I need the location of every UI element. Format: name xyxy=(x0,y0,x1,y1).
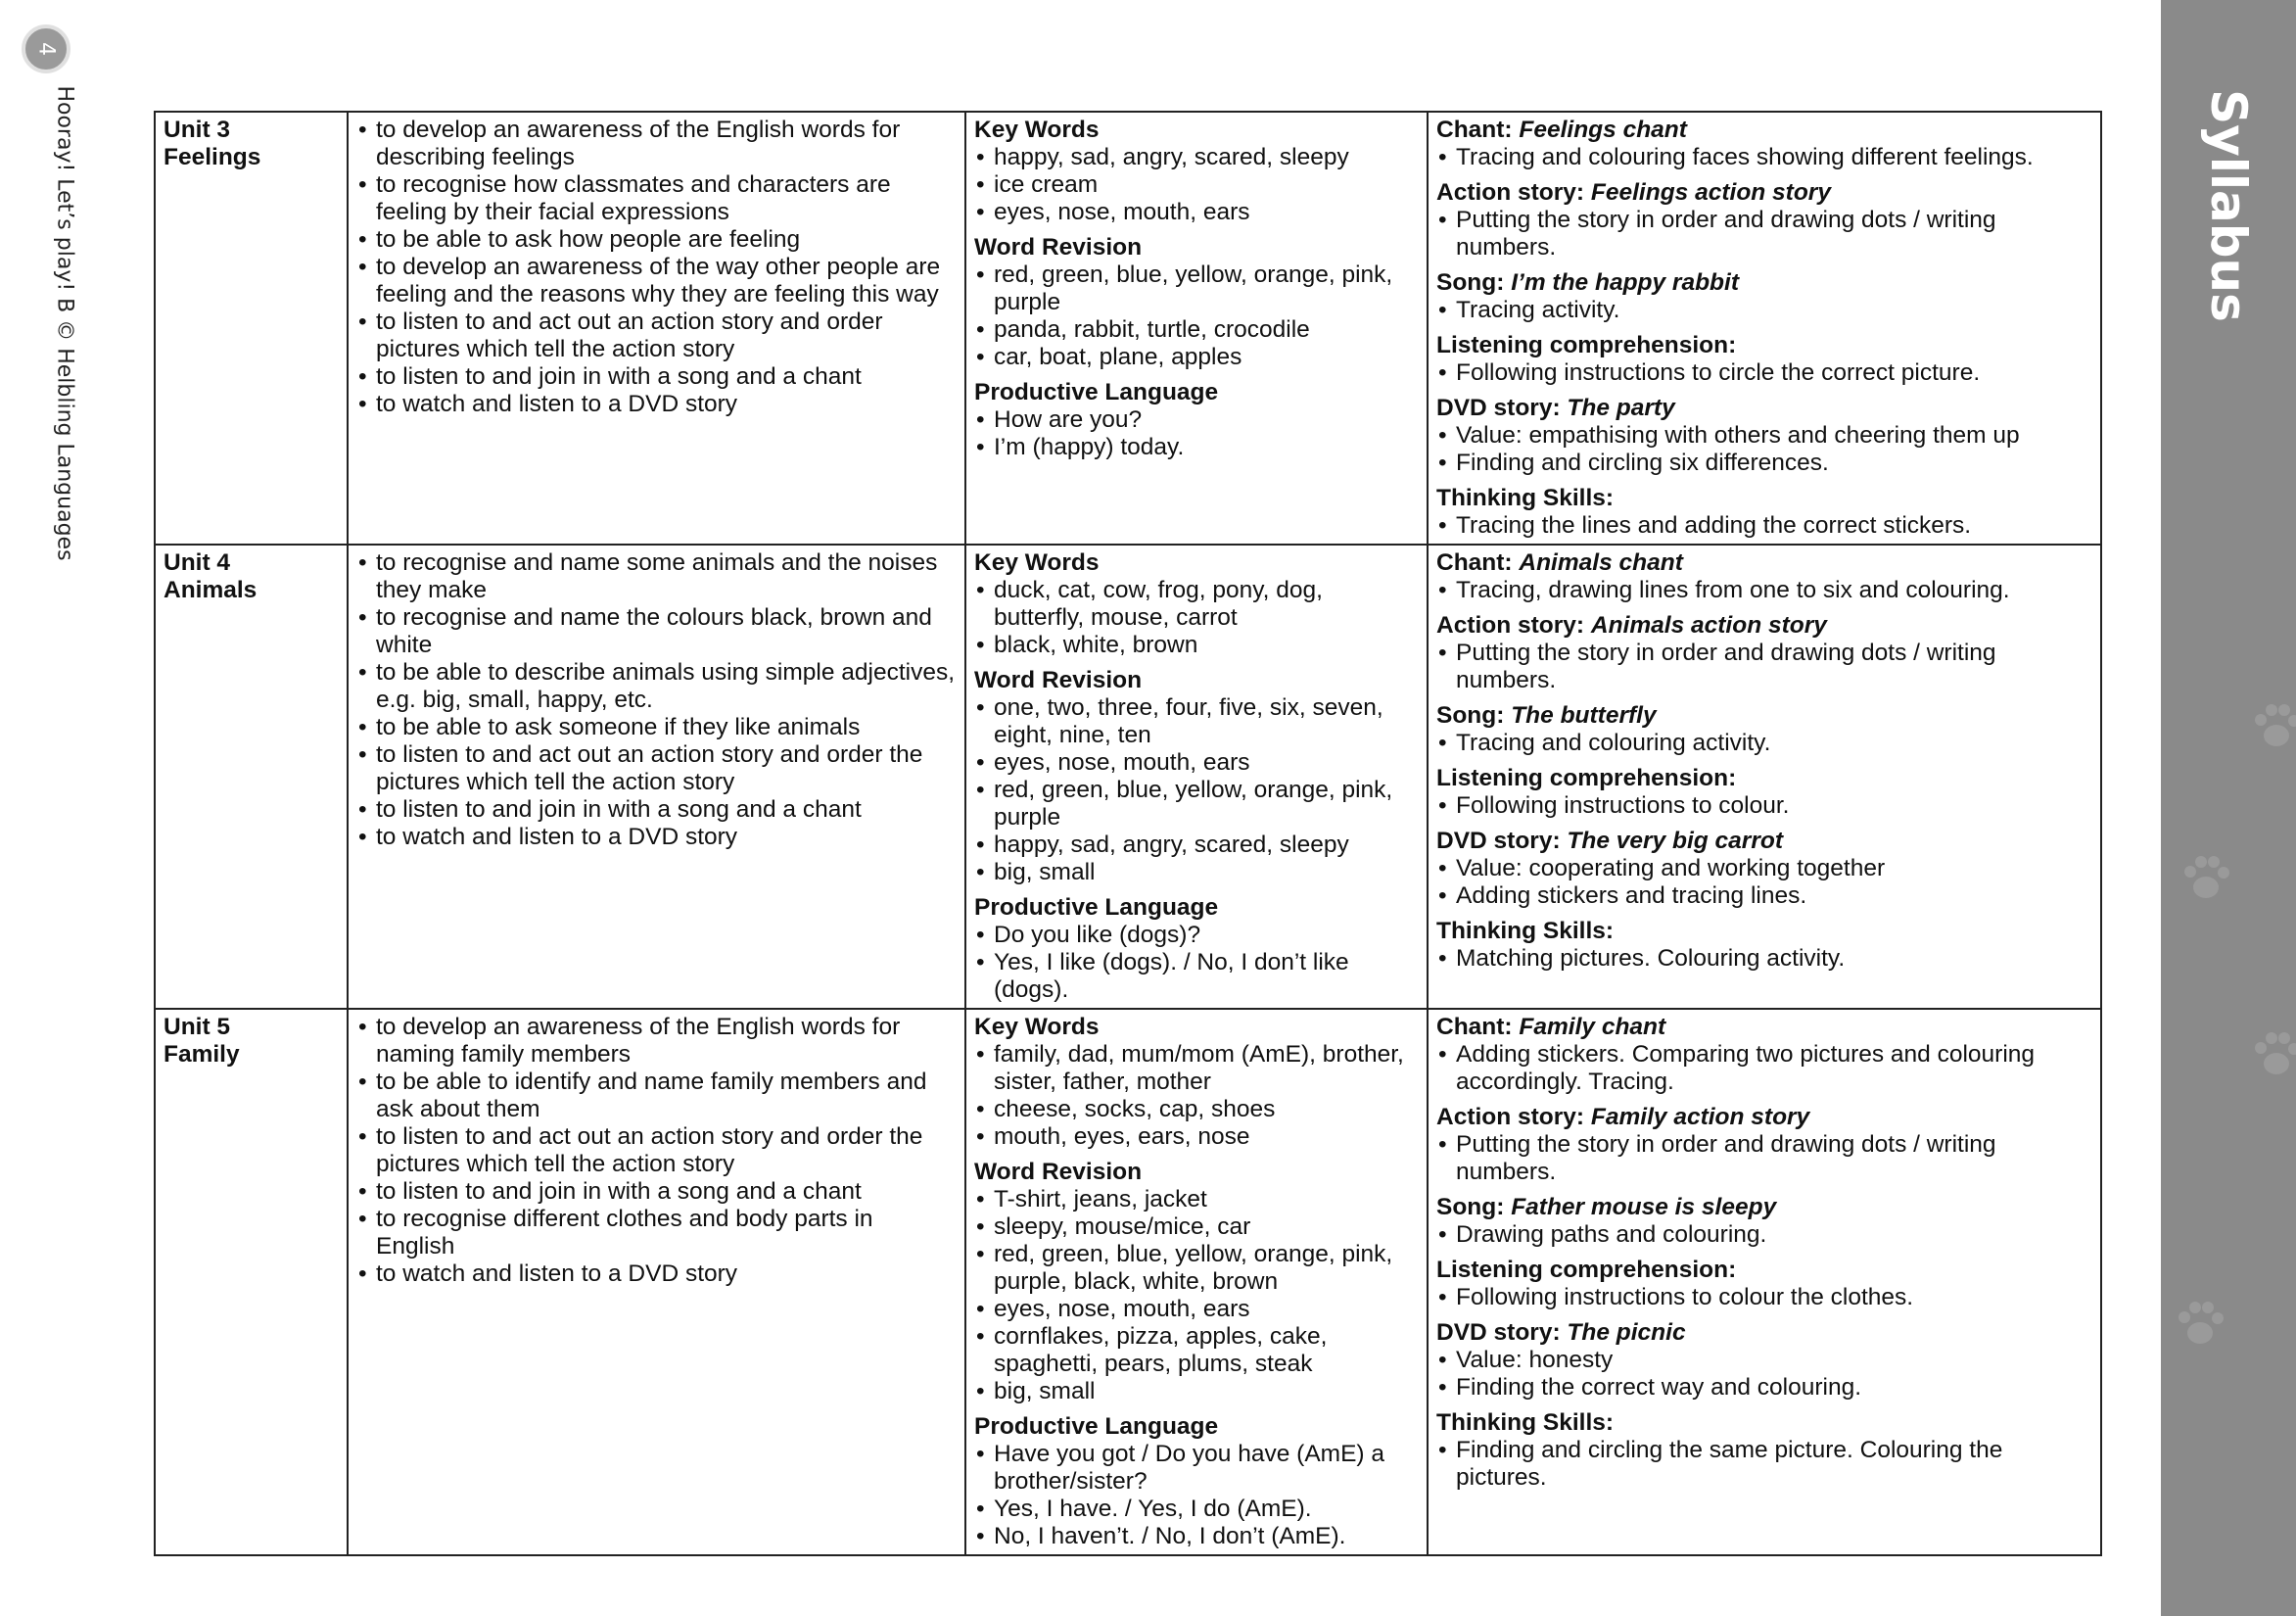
activity-list xyxy=(1436,1041,2092,1096)
activity-item: • Putting the story in order and drawing dots / writing numbers. xyxy=(1436,640,2092,694)
activity-item: • Value: cooperating and working together xyxy=(1436,855,2092,882)
language-heading: Word Revision xyxy=(974,234,1143,261)
language-list xyxy=(974,577,1419,659)
language-item: • family, dad, mum/mom (AmE), brother, sister, father, mother xyxy=(974,1041,1419,1096)
activity-title: The very big carrot xyxy=(1567,828,1783,854)
language-heading: Key Words xyxy=(974,549,1100,576)
language-item: • cheese, socks, cap, shoes xyxy=(974,1096,1419,1123)
objective-item: • to develop an awareness of the English words for describing feelings xyxy=(356,117,957,171)
activity-item: • Tracing activity. xyxy=(1436,297,2092,324)
activity-label: Listening comprehension: xyxy=(1436,1257,1737,1283)
language-item: • big, small xyxy=(974,859,1419,886)
activity-item: • Value: empathising with others and cheering them up xyxy=(1436,422,2092,450)
activity-list xyxy=(1436,730,2092,757)
objective-item: • to listen to and join in with a song and a chant xyxy=(356,796,957,824)
activity-heading xyxy=(1436,179,2092,207)
language-item: • eyes, nose, mouth, ears xyxy=(974,749,1419,777)
unit-row xyxy=(155,545,2101,1009)
activity-label: Song: xyxy=(1436,702,1505,729)
activity-list xyxy=(1436,297,2092,324)
activity-label: Chant: xyxy=(1436,1014,1513,1040)
activity-heading xyxy=(1436,332,2092,359)
activity-list xyxy=(1436,422,2092,477)
objective-item: • to be able to ask someone if they like animals xyxy=(356,714,957,741)
activity-list xyxy=(1436,1131,2092,1186)
language-heading: Word Revision xyxy=(974,667,1143,693)
activity-title: The butterfly xyxy=(1511,702,1657,729)
language-list xyxy=(974,261,1419,371)
objectives-list xyxy=(356,117,957,418)
activity-title: Family action story xyxy=(1590,1104,1810,1130)
activity-heading xyxy=(1436,765,2092,792)
activity-item: • Tracing the lines and adding the correct stickers. xyxy=(1436,512,2092,540)
activity-list xyxy=(1436,359,2092,387)
objective-item: • to develop an awareness of the English words for naming family members xyxy=(356,1014,957,1069)
objective-item: • to watch and listen to a DVD story xyxy=(356,391,957,418)
activity-title: I’m the happy rabbit xyxy=(1511,269,1739,296)
paw-print-icon xyxy=(2176,1298,2225,1352)
activity-label: DVD story: xyxy=(1436,828,1561,854)
language-heading: Key Words xyxy=(974,1014,1100,1040)
activity-list xyxy=(1436,1221,2092,1249)
syllabus-table xyxy=(154,111,2102,1556)
activity-title: Family chant xyxy=(1519,1014,1666,1040)
language-list xyxy=(974,694,1419,886)
activity-item: • Finding and circling six differences. xyxy=(1436,450,2092,477)
activity-heading xyxy=(1436,395,2092,422)
activity-label: Listening comprehension: xyxy=(1436,765,1737,791)
language-item: • red, green, blue, yellow, orange, pink, purple xyxy=(974,261,1419,316)
language-item: • happy, sad, angry, scared, sleepy xyxy=(974,832,1419,859)
activity-label: Listening comprehension: xyxy=(1436,332,1737,358)
activity-heading xyxy=(1436,1257,2092,1284)
unit-title: Feelings xyxy=(164,144,261,170)
activity-title: Feelings action story xyxy=(1590,179,1831,206)
language-item: • ice cream xyxy=(974,171,1419,199)
activity-item: • Adding stickers and tracing lines. xyxy=(1436,882,2092,910)
language-cell xyxy=(965,1009,1428,1555)
activity-title: Animals chant xyxy=(1519,549,1683,576)
language-list xyxy=(974,922,1419,1004)
activity-item: • Tracing, drawing lines from one to six and colouring. xyxy=(1436,577,2092,604)
objectives-cell xyxy=(348,545,965,1009)
activity-heading xyxy=(1436,918,2092,945)
unit-cell xyxy=(155,112,348,545)
activity-item: • Finding and circling the same picture. Colouring the pictures. xyxy=(1436,1437,2092,1492)
activities-cell xyxy=(1428,112,2101,545)
language-list xyxy=(974,1041,1419,1151)
activity-heading xyxy=(1436,612,2092,640)
activity-heading xyxy=(1436,702,2092,730)
language-heading: Word Revision xyxy=(974,1159,1143,1185)
objective-item: • to be able to ask how people are feeling xyxy=(356,226,957,254)
language-heading: Productive Language xyxy=(974,894,1219,921)
activity-label: Action story: xyxy=(1436,612,1585,639)
activity-label: Action story: xyxy=(1436,1104,1585,1130)
activity-title: Animals action story xyxy=(1590,612,1827,639)
objective-item: • to be able to describe animals using simple adjectives, e.g. big, small, happy, etc. xyxy=(356,659,957,714)
activity-heading xyxy=(1436,1409,2092,1437)
unit-cell xyxy=(155,1009,348,1555)
language-list xyxy=(974,406,1419,461)
syllabus-body xyxy=(155,112,2101,1555)
unit-title: Animals xyxy=(164,577,258,603)
language-item: • eyes, nose, mouth, ears xyxy=(974,1296,1419,1323)
objectives-cell xyxy=(348,112,965,545)
language-item: • black, white, brown xyxy=(974,632,1419,659)
paw-print-icon xyxy=(2252,1028,2296,1082)
language-item: • sleepy, mouse/mice, car xyxy=(974,1213,1419,1241)
unit-row xyxy=(155,1009,2101,1555)
language-list xyxy=(974,144,1419,226)
activity-item: • Tracing and colouring faces showing different feelings. xyxy=(1436,144,2092,171)
language-item: • Do you like (dogs)? xyxy=(974,922,1419,949)
activity-list xyxy=(1436,512,2092,540)
objectives-cell xyxy=(348,1009,965,1555)
activity-heading xyxy=(1436,1319,2092,1347)
activity-heading xyxy=(1436,1014,2092,1041)
activity-title: Father mouse is sleepy xyxy=(1511,1194,1777,1220)
activity-item: • Value: honesty xyxy=(1436,1347,2092,1374)
language-item: • Yes, I have. / Yes, I do (AmE). xyxy=(974,1496,1419,1523)
activity-heading xyxy=(1436,485,2092,512)
activity-label: Song: xyxy=(1436,1194,1505,1220)
activity-label: Thinking Skills: xyxy=(1436,1409,1615,1436)
unit-title: Family xyxy=(164,1041,240,1068)
objective-item: • to develop an awareness of the way other people are feeling and the reasons why they are feeling this way xyxy=(356,254,957,309)
activity-title: The party xyxy=(1567,395,1675,421)
language-item: • T-shirt, jeans, jacket xyxy=(974,1186,1419,1213)
language-heading: Productive Language xyxy=(974,1413,1219,1440)
activity-label: Thinking Skills: xyxy=(1436,485,1615,511)
activity-label: Chant: xyxy=(1436,117,1513,143)
objective-item: • to listen to and act out an action story and order pictures which tell the action story xyxy=(356,309,957,363)
activity-item: • Putting the story in order and drawing dots / writing numbers. xyxy=(1436,1131,2092,1186)
activity-list xyxy=(1436,1347,2092,1402)
activity-heading xyxy=(1436,117,2092,144)
activity-item: • Following instructions to colour. xyxy=(1436,792,2092,820)
side-title: Syllabus xyxy=(2200,89,2257,322)
running-head: Hooray! Let’s play! B © Helbling Languages xyxy=(52,85,77,561)
objective-item: • to recognise different clothes and body parts in English xyxy=(356,1206,957,1260)
language-item: • Have you got / Do you have (AmE) a brother/sister? xyxy=(974,1441,1419,1496)
activity-list xyxy=(1436,577,2092,604)
paw-print-icon xyxy=(2252,700,2296,754)
objective-item: • to recognise and name the colours black, brown and white xyxy=(356,604,957,659)
activity-item: • Adding stickers. Comparing two pictures and colouring accordingly. Tracing. xyxy=(1436,1041,2092,1096)
language-item: • panda, rabbit, turtle, crocodile xyxy=(974,316,1419,344)
activity-heading xyxy=(1436,828,2092,855)
activity-label: DVD story: xyxy=(1436,395,1561,421)
language-item: • one, two, three, four, five, six, seven, eight, nine, ten xyxy=(974,694,1419,749)
objective-item: • to recognise how classmates and characters are feeling by their facial expressions xyxy=(356,171,957,226)
objective-item: • to listen to and join in with a song and a chant xyxy=(356,363,957,391)
language-cell xyxy=(965,112,1428,545)
activity-item: • Following instructions to colour the clothes. xyxy=(1436,1284,2092,1311)
activity-label: Chant: xyxy=(1436,549,1513,576)
activity-heading xyxy=(1436,549,2092,577)
language-item: • I’m (happy) today. xyxy=(974,434,1419,461)
objective-item: • to listen to and join in with a song and a chant xyxy=(356,1178,957,1206)
activity-heading xyxy=(1436,1194,2092,1221)
language-item: • No, I haven’t. / No, I don’t (AmE). xyxy=(974,1523,1419,1550)
unit-cell xyxy=(155,545,348,1009)
activity-list xyxy=(1436,207,2092,261)
language-item: • How are you? xyxy=(974,406,1419,434)
language-item: • car, boat, plane, apples xyxy=(974,344,1419,371)
objective-item: • to watch and listen to a DVD story xyxy=(356,824,957,851)
language-item: • duck, cat, cow, frog, pony, dog, butterfly, mouse, carrot xyxy=(974,577,1419,632)
activity-item: • Putting the story in order and drawing dots / writing numbers. xyxy=(1436,207,2092,261)
unit-title: Unit 3 xyxy=(164,117,231,143)
language-list xyxy=(974,1441,1419,1550)
objective-item: • to recognise and name some animals and the noises they make xyxy=(356,549,957,604)
language-item: • big, small xyxy=(974,1378,1419,1405)
activity-label: Song: xyxy=(1436,269,1505,296)
activity-item: • Following instructions to circle the correct picture. xyxy=(1436,359,2092,387)
language-item: • mouth, eyes, ears, nose xyxy=(974,1123,1419,1151)
objectives-list xyxy=(356,1014,957,1288)
unit-title: Unit 5 xyxy=(164,1014,231,1040)
activity-heading xyxy=(1436,1104,2092,1131)
language-list xyxy=(974,1186,1419,1405)
language-heading: Key Words xyxy=(974,117,1100,143)
activity-label: DVD story: xyxy=(1436,1319,1561,1346)
objective-item: • to watch and listen to a DVD story xyxy=(356,1260,957,1288)
objectives-list xyxy=(356,549,957,851)
activities-cell xyxy=(1428,1009,2101,1555)
language-item: • happy, sad, angry, scared, sleepy xyxy=(974,144,1419,171)
page-number-badge xyxy=(22,24,70,73)
language-item: • red, green, blue, yellow, orange, pink, purple, black, white, brown xyxy=(974,1241,1419,1296)
activity-list xyxy=(1436,855,2092,910)
activity-list xyxy=(1436,1284,2092,1311)
activity-list xyxy=(1436,1437,2092,1492)
activities-cell xyxy=(1428,545,2101,1009)
activity-list xyxy=(1436,640,2092,694)
page-number: 4 xyxy=(33,42,59,56)
activity-title: The picnic xyxy=(1567,1319,1686,1346)
unit-row xyxy=(155,112,2101,545)
activity-list xyxy=(1436,144,2092,171)
unit-title: Unit 4 xyxy=(164,549,231,576)
activity-list xyxy=(1436,945,2092,973)
language-item: • red, green, blue, yellow, orange, pink, purple xyxy=(974,777,1419,832)
language-item: • eyes, nose, mouth, ears xyxy=(974,199,1419,226)
activity-item: • Matching pictures. Colouring activity. xyxy=(1436,945,2092,973)
language-heading: Productive Language xyxy=(974,379,1219,405)
activity-item: • Finding the correct way and colouring. xyxy=(1436,1374,2092,1402)
objective-item: • to listen to and act out an action story and order the pictures which tell the action story xyxy=(356,741,957,796)
activity-heading xyxy=(1436,269,2092,297)
language-cell xyxy=(965,545,1428,1009)
objective-item: • to be able to identify and name family members and ask about them xyxy=(356,1069,957,1123)
activity-list xyxy=(1436,792,2092,820)
activity-title: Feelings chant xyxy=(1519,117,1687,143)
objective-item: • to listen to and act out an action story and order the pictures which tell the action story xyxy=(356,1123,957,1178)
paw-print-icon xyxy=(2181,852,2230,906)
activity-label: Thinking Skills: xyxy=(1436,918,1615,944)
activity-item: • Tracing and colouring activity. xyxy=(1436,730,2092,757)
activity-item: • Drawing paths and colouring. xyxy=(1436,1221,2092,1249)
language-item: • Yes, I like (dogs). / No, I don’t like (dogs). xyxy=(974,949,1419,1004)
activity-label: Action story: xyxy=(1436,179,1585,206)
language-item: • cornflakes, pizza, apples, cake, spaghetti, pears, plums, steak xyxy=(974,1323,1419,1378)
